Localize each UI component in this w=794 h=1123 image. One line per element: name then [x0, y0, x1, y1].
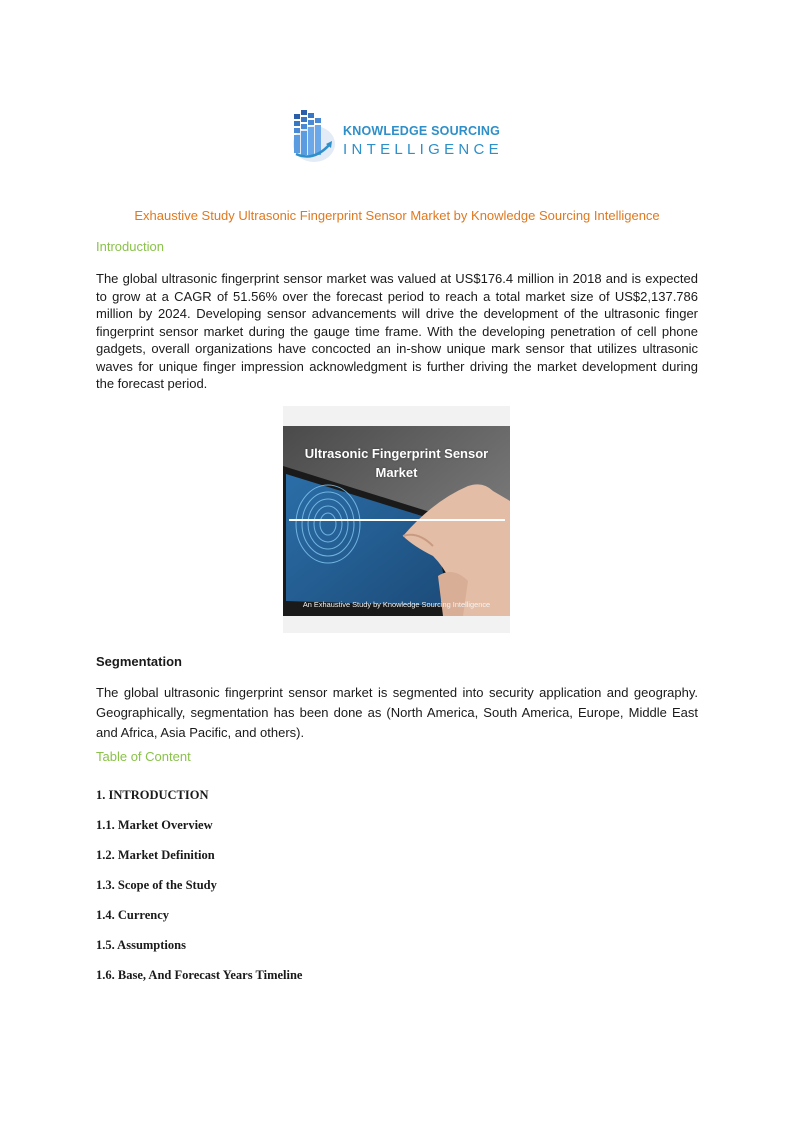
document-title: Exhaustive Study Ultrasonic Fingerprint Sensor Market by Knowledge Sourcing Intelligence: [134, 208, 660, 223]
introduction-heading: Introduction: [96, 239, 164, 254]
logo-text-intelligence: INTELLIGENCE: [343, 141, 503, 158]
toc-item: 1.3. Scope of the Study: [96, 878, 217, 892]
introduction-paragraph: The global ultrasonic fingerprint sensor market was valued at US$176.4 million in 2018 and is expected to grow at a CAGR of 51.56% over the forecast period to reach a total market size of US$2,137.786 million by 2024. Developing sensor advancements will drive the development of the ultrasonic finger fingerprint sensor market during the gauge time frame. With the developing penetration of cell phone gadgets, overall organizations have concocted an in-show unique mark sensor that utilizes ultrasonic waves for unique finger impression acknowledgment is further driving the market development during the forecast period.: [96, 271, 698, 391]
toc-item: 1.6. Base, And Forecast Years Timeline: [96, 968, 303, 982]
company-logo: [290, 104, 504, 164]
segmentation-heading: Segmentation: [96, 654, 182, 669]
toc-item: 1.4. Currency: [96, 908, 170, 922]
segmentation-paragraph: The global ultrasonic fingerprint sensor market is segmented into security application and geography. Geographically, segmentation has been done as (North America, South America, Europe, Middle East and Africa, Asia Pacific, and others).: [96, 685, 698, 740]
toc-item: 1.1. Market Overview: [96, 818, 213, 832]
toc-heading: Table of Content: [96, 749, 191, 764]
toc-item: 1.5. Assumptions: [96, 938, 186, 952]
market-cover-image: [283, 406, 510, 633]
toc-item: 1.2. Market Definition: [96, 848, 215, 862]
cover-image-divider: [289, 519, 505, 521]
logo-bars-icon: [290, 104, 342, 164]
cover-image-subtitle: An Exhaustive Study by Knowledge Sourcing Intelligence: [302, 600, 491, 609]
logo-text-knowledge-sourcing: KNOWLEDGE SOURCING: [343, 124, 501, 138]
cover-image-title: Ultrasonic Fingerprint Sensor Market: [304, 446, 489, 480]
toc-item: 1. INTRODUCTION: [96, 788, 209, 802]
